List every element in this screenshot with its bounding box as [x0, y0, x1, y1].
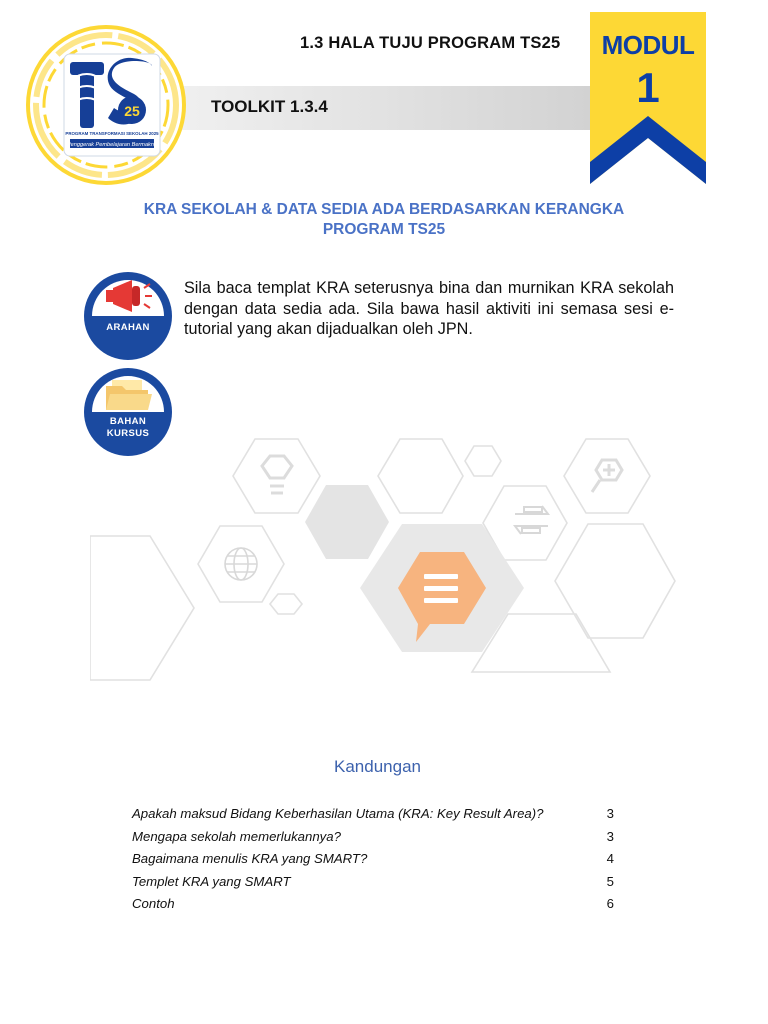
globe-icon [225, 548, 257, 580]
toc-item-text: Apakah maksud Bidang Keberhasilan Utama (KRA: Key Result Area)? [132, 806, 544, 821]
toc-item-page: 3 [606, 828, 614, 844]
toolkit-title: TOOLKIT 1.3.4 [211, 97, 328, 116]
arahan-badge [82, 270, 174, 362]
toc-item[interactable] [132, 827, 614, 850]
toc-item-text: Contoh [132, 896, 175, 912]
transfer-arrows-icon [515, 506, 548, 534]
toc-item-text: Templet KRA yang SMART [132, 873, 291, 889]
contents-list [132, 804, 614, 917]
contents-title: Kandungan [334, 757, 421, 776]
document-heading [84, 200, 684, 240]
svg-text:25: 25 [124, 103, 140, 119]
instruction-text: Sila baca templat KRA seterusnya bina dan murnikan KRA sekolah dengan data sedia ada. Sila bawa hasil aktiviti ini semasa sesi e-tutorial yang akan dijadualkan oleh JPN. [184, 279, 674, 338]
modul-ribbon [588, 12, 708, 186]
toc-item-page: 5 [606, 873, 614, 889]
lightbulb-icon [262, 456, 292, 493]
svg-text:Penggerak Pembelajaran Bermakn: Penggerak Pembelajaran Bermakna [66, 142, 158, 148]
search-icon [592, 460, 622, 492]
program-title: 1.3 HALA TUJU PROGRAM TS25 [300, 34, 561, 52]
arahan-label: ARAHAN [106, 322, 150, 333]
toc-item[interactable] [132, 804, 614, 827]
bahan-kursus-label: BAHAN KURSUS [106, 416, 150, 439]
heading-line-2: PROGRAM TS25 [322, 221, 446, 238]
hexagon-illustration [90, 436, 680, 686]
ts25-logo [24, 22, 200, 188]
toc-item-text: Bagaimana menulis KRA yang SMART? [132, 851, 368, 867]
toc-item-text: Mengapa sekolah memerlukannya? [132, 828, 341, 844]
heading-line-1: KRA SEKOLAH & DATA SEDIA ADA BERDASARKAN KERANGKA [143, 201, 625, 218]
toc-item[interactable] [132, 894, 614, 917]
toc-item[interactable] [132, 872, 614, 895]
toc-item-page: 4 [606, 851, 614, 867]
toc-item-page: 6 [606, 896, 614, 912]
modul-label: MODUL [601, 30, 695, 60]
toc-item-page: 3 [606, 806, 614, 821]
modul-number: 1 [636, 64, 660, 111]
toc-item[interactable] [132, 849, 614, 872]
svg-text:PROGRAM TRANSFORMASI SEKOLAH 2: PROGRAM TRANSFORMASI SEKOLAH 2025 [65, 131, 159, 136]
